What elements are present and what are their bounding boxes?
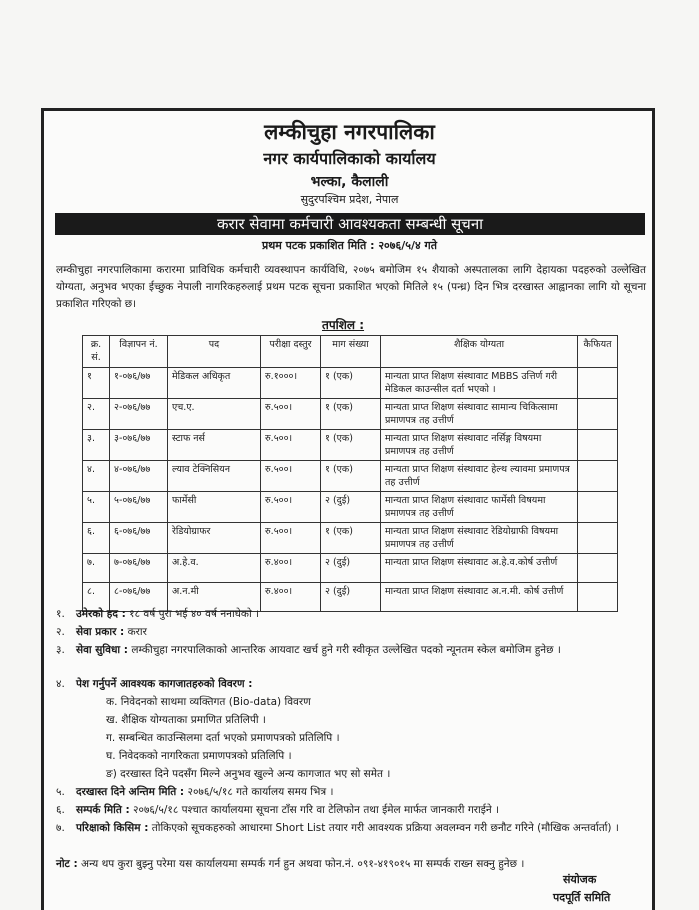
header-cell: शैक्षिक योग्यता [381, 336, 578, 368]
cell-post: मेडिकल अधिकृत [168, 368, 261, 399]
note-service-facility: ३. सेवा सुविधा : लम्कीचुहा नगरपालिकाको आन्तरिक आयवाट खर्च हुने गरी स्वीकृत उल्लेखित पदको न्यूनतम स्केल बमोजिम हुनेछ । [56, 644, 561, 656]
cell-fee: रु.५००। [261, 430, 321, 461]
cell-ad-no: ७-०७६/७७ [110, 554, 168, 583]
table-row [83, 399, 618, 430]
cell-qualification: मान्यता प्राप्त शिक्षण संस्थावाट रेडियोग्राफी विषयमा प्रमाणपत्र तह उत्तीर्ण [381, 523, 578, 554]
cell-demand: २ (दुई) [321, 492, 381, 523]
cell-demand: १ (एक) [321, 430, 381, 461]
table-row [83, 430, 618, 461]
office-location: भल्का, कैलाली [310, 174, 389, 190]
note-label: दरखास्त दिने अन्तिम मिति : [76, 786, 185, 798]
table-row [83, 492, 618, 523]
cell-demand: १ (एक) [321, 399, 381, 430]
cell-fee: रु.५००। [261, 461, 321, 492]
footnote [56, 856, 646, 872]
cell-demand: १ (एक) [321, 461, 381, 492]
cell-qualification: मान्यता प्राप्त शिक्षण संस्थावाट MBBS उत्तिर्ण गरी मेडिकल काउन्सील दर्ता भएको । [381, 368, 578, 399]
table-header-row [83, 336, 618, 368]
cell-sn: १ [83, 368, 110, 399]
cell-remarks [578, 368, 618, 399]
document-item: क. निवेदनको साथमा व्यक्तिगत (Bio-data) विवरण [106, 696, 311, 708]
table-title: तपशिल : [322, 318, 365, 332]
cell-sn: ६. [83, 523, 110, 554]
cell-qualification: मान्यता प्राप्त शिक्षण संस्थावाट फार्मेसी विषयमा प्रमाणपत्र तह उत्तीर्ण [381, 492, 578, 523]
table-row [83, 461, 618, 492]
municipality-title: लम्कीचुहा नगरपालिका [264, 120, 435, 144]
cell-qualification: मान्यता प्राप्त शिक्षण संस्थावाट नर्सिङ्ग विषयमा प्रमाणपत्र तह उत्तीर्ण [381, 430, 578, 461]
note-text: १८ वर्ष पुरा भई ४० वर्ष ननाघेको । [129, 608, 260, 620]
header-cell: पद [168, 336, 261, 368]
header-cell: माग संख्या [321, 336, 381, 368]
header-cell: परीक्षा दस्तुर [261, 336, 321, 368]
note-text: २०७६/५/१८ पश्चात कार्यालयमा सूचना टाँस गरि वा टेलिफोन तथा ईमेल मार्फत जानकारी गराईने । [133, 804, 500, 816]
cell-fee: रु.४००। [261, 583, 321, 612]
cell-sn: २. [83, 399, 110, 430]
cell-fee: रु.५००। [261, 523, 321, 554]
cell-fee: रु.१०००। [261, 368, 321, 399]
cell-ad-no: ५-०७६/७७ [110, 492, 168, 523]
note-text: तोकिएको सूचकहरुको आधारमा Short List तयार गरी आवश्यक प्रक्रिया अवलम्वन गरी छनौट गरिने (मौखिक अन्तर्वार्ता) । [151, 822, 619, 834]
header-cell: विज्ञापन नं. [110, 336, 168, 368]
cell-post: रेडियोग्राफर [168, 523, 261, 554]
header-cell: कैफियत [578, 336, 618, 368]
cell-post: ल्याव टेक्निसियन [168, 461, 261, 492]
office-name: नगर कार्यपालिकाको कार्यालय [263, 149, 436, 168]
cell-qualification: मान्यता प्राप्त शिक्षण संस्थावाट अ.न.मी. कोर्ष उत्तीर्ण [381, 583, 578, 612]
note-service-type: २. सेवा प्रकार : करार [56, 626, 147, 638]
cell-qualification: मान्यता प्राप्त शिक्षण संस्थावाट सामान्य चिकित्सामा प्रमाणपत्र तह उत्तीर्ण [381, 399, 578, 430]
cell-remarks [578, 554, 618, 583]
cell-fee: रु.४००। [261, 554, 321, 583]
cell-ad-no: १-०७६/७७ [110, 368, 168, 399]
cell-sn: ३. [83, 430, 110, 461]
cell-post: अ.न.मी [168, 583, 261, 612]
cell-remarks [578, 492, 618, 523]
document-item: घ. निवेदकको नागरिकता प्रमाणपत्रको प्रतिलिपि । [106, 750, 292, 762]
document-item: ग. सम्बन्धित काउन्सिलमा दर्ता भएको प्रमाणपत्रको प्रतिलिपि । [106, 732, 340, 744]
note-label: सेवा प्रकार : [76, 626, 125, 638]
publish-date: प्रथम पटक प्रकाशित मिति : २०७६/५/४ गते [261, 239, 437, 252]
table-row [83, 368, 618, 399]
note-documents: ४. पेश गर्नुपर्ने आवश्यक कागजातहरुको विवरण : [56, 678, 253, 690]
cell-qualification: मान्यता प्राप्त शिक्षण संस्थावाट अ.हे.व.कोर्ष उत्तीर्ण [381, 554, 578, 583]
note-text: करार [127, 626, 147, 638]
cell-ad-no: ८-०७६/७७ [110, 583, 168, 612]
note-text: २०७६/५/१८ गते कार्यालय समय भित्र । [187, 786, 334, 798]
note-label: परिक्षाको किसिम : [76, 822, 149, 834]
note-label: सेवा सुविधा : [76, 644, 128, 656]
table-row [83, 523, 618, 554]
cell-fee: रु.५००। [261, 399, 321, 430]
cell-sn: ८. [83, 583, 110, 612]
cell-remarks [578, 430, 618, 461]
cell-ad-no: ३-०७६/७७ [110, 430, 168, 461]
cell-remarks [578, 523, 618, 554]
cell-fee: रु.५००। [261, 492, 321, 523]
note-label: पेश गर्नुपर्ने आवश्यक कागजातहरुको विवरण : [76, 678, 253, 690]
header-cell: क्र. सं. [83, 336, 110, 368]
note-deadline: ५. दरखास्त दिने अन्तिम मिति : २०७६/५/१८ गते कार्यालय समय भित्र । [56, 786, 334, 798]
vacancy-table [82, 335, 618, 612]
note-age-limit: १. उमेरको हद : १८ वर्ष पुरा भई ४० वर्ष ननाघेको । [56, 608, 260, 620]
cell-post: एच.ए. [168, 399, 261, 430]
note-label: उमेरको हद : [76, 608, 126, 620]
cell-sn: ४. [83, 461, 110, 492]
signatory-role: संयोजक [563, 873, 597, 886]
cell-ad-no: २-०७६/७७ [110, 399, 168, 430]
footnote-label: नोट : [56, 858, 78, 870]
document-item: ङ) दरखास्त दिने पदसँग मिल्ने अनुभव खुल्ने अन्य कागजात भए सो समेत । [106, 768, 391, 780]
note-exam-type: ७. परिक्षाको किसिम : तोकिएको सूचकहरुको आधारमा Short List तयार गरी आवश्यक प्रक्रिया अवलम्वन गरी छनौट गरिने (मौखिक अन्तर्वार्ता) । [56, 822, 619, 834]
note-text: लम्कीचुहा नगरपालिकाको आन्तरिक आयवाट खर्च हुने गरी स्वीकृत उल्लेखित पदको न्यूनतम स्केल बमोजिम हुनेछ । [131, 644, 561, 656]
cell-remarks [578, 461, 618, 492]
document-item: ख. शैक्षिक योग्यताका प्रमाणित प्रतिलिपी । [106, 714, 266, 726]
cell-post: अ.हे.व. [168, 554, 261, 583]
note-contact-date: ६. सम्पर्क मिति : २०७६/५/१८ पश्चात कार्यालयमा सूचना टाँस गरि वा टेलिफोन तथा ईमेल मार्फत जानकारी गराईने । [56, 804, 500, 816]
cell-qualification: मान्यता प्राप्त शिक्षण संस्थावाट हेल्थ ल्यावमा प्रमाणपत्र तह उत्तीर्ण [381, 461, 578, 492]
cell-post: फार्मेसी [168, 492, 261, 523]
cell-demand: १ (एक) [321, 523, 381, 554]
cell-demand: १ (एक) [321, 368, 381, 399]
cell-sn: ७. [83, 554, 110, 583]
cell-post: स्टाफ नर्स [168, 430, 261, 461]
cell-sn: ५. [83, 492, 110, 523]
note-label: सम्पर्क मिति : [76, 804, 130, 816]
footnote-text: अन्य थप कुरा बुझ्नु परेमा यस कार्यालयमा सम्पर्क गर्न हुन अथवा फोन.नं. ०९१-४१९०१५ मा सम्पर्क राख्न सक्नु हुनेछ । [81, 858, 525, 870]
table-row [83, 554, 618, 583]
province-name: सुदुरपश्चिम प्रदेश, नेपाल [300, 193, 399, 206]
cell-ad-no: ६-०७६/७७ [110, 523, 168, 554]
cell-demand: २ (दुई) [321, 554, 381, 583]
cell-ad-no: ४-०७६/७७ [110, 461, 168, 492]
notice-heading: करार सेवामा कर्मचारी आवश्यकता सम्बन्धी सूचना [55, 213, 645, 235]
intro-paragraph: लम्कीचुहा नगरपालिकामा करारमा प्राविधिक कर्मचारी व्यवस्थापन कार्यविधि, २०७५ बमोजिम १५ शैयाको अस्पतालका लागि देहायका पदहरुको उल्लेखित योग्यता, अनुभव भएका ईच्छुक नेपाली नागरिकहरुलाई प्रथम पटक सूचना प्रकाशित भएको मितिले १५ (पन्ध्र) दिन भित्र दरखास्त आह्वानका लागि यो सूचना प्रकाशित गरिएको छ। [56, 264, 646, 310]
cell-remarks [578, 399, 618, 430]
signatory-committee: पदपूर्ति समिति [553, 891, 611, 904]
cell-demand: २ (दुई) [321, 583, 381, 612]
